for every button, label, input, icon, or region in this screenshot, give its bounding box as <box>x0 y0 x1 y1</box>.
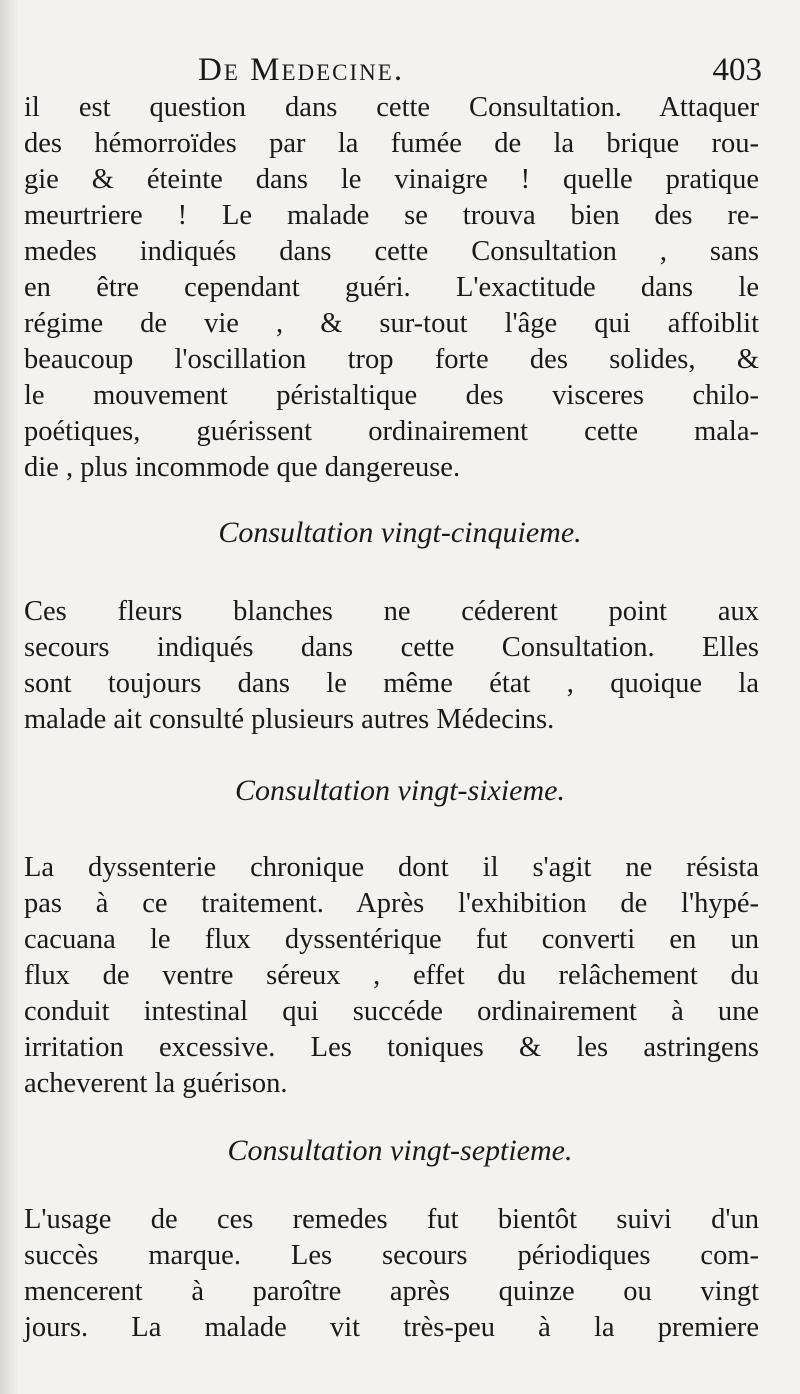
text-line: secours indiqués dans cette Consultation. Elles <box>24 632 759 663</box>
text-line: il est question dans cette Consultation. Attaquer <box>24 92 759 123</box>
text-line: gie & éteinte dans le vinaigre ! quelle pratique <box>24 164 759 195</box>
text-line: medes indiqués dans cette Consultation , sans <box>24 236 759 267</box>
text-line: cacuana le flux dyssentérique fut converti en un <box>24 924 759 955</box>
text-line: pas à ce traitement. Après l'exhibition de l'hypé- <box>24 888 759 919</box>
text-line: en être cependant guéri. L'exactitude dans le <box>24 272 759 303</box>
text-line: La dyssenterie chronique dont il s'agit ne résista <box>24 852 759 883</box>
text-line: irritation excessive. Les toniques & les astringens <box>24 1032 759 1063</box>
text-line: jours. La malade vit très-peu à la premiere <box>24 1312 759 1343</box>
text-line: L'usage de ces remedes fut bientôt suivi d'un <box>24 1204 759 1235</box>
section-heading: Consultation vingt-sixieme. <box>235 774 565 807</box>
text-line: flux de ventre séreux , effet du relâchement du <box>24 960 759 991</box>
text-line: mencerent à paroître après quinze ou vingt <box>24 1276 759 1307</box>
text-line: Ces fleurs blanches ne céderent point aux <box>24 596 759 627</box>
text-line: meurtriere ! Le malade se trouva bien des re- <box>24 200 759 231</box>
section-heading: Consultation vingt-cinquieme. <box>218 516 582 549</box>
running-title: De Medecine. <box>198 52 405 88</box>
text-line: régime de vie , & sur-tout l'âge qui affoiblit <box>24 308 759 339</box>
text-line: beaucoup l'oscillation trop forte des solides, & <box>24 344 759 375</box>
text-line: le mouvement péristaltique des visceres chilo- <box>24 380 759 411</box>
text-line: poétiques, guérissent ordinairement cette mala- <box>24 416 759 447</box>
text-line: sont toujours dans le même état , quoique la <box>24 668 759 699</box>
text-line: succès marque. Les secours périodiques com- <box>24 1240 759 1271</box>
text-line: conduit intestinal qui succéde ordinairement à une <box>24 996 759 1027</box>
text-line: des hémorroïdes par la fumée de la brique rou- <box>24 128 759 159</box>
text-line: acheverent la guérison. <box>24 1068 288 1099</box>
text-line: malade ait consulté plusieurs autres Médecins. <box>24 704 555 735</box>
page-number: 403 <box>712 52 762 88</box>
text-line: die , plus incommode que dangereuse. <box>24 452 461 483</box>
section-heading: Consultation vingt-septieme. <box>227 1134 573 1167</box>
